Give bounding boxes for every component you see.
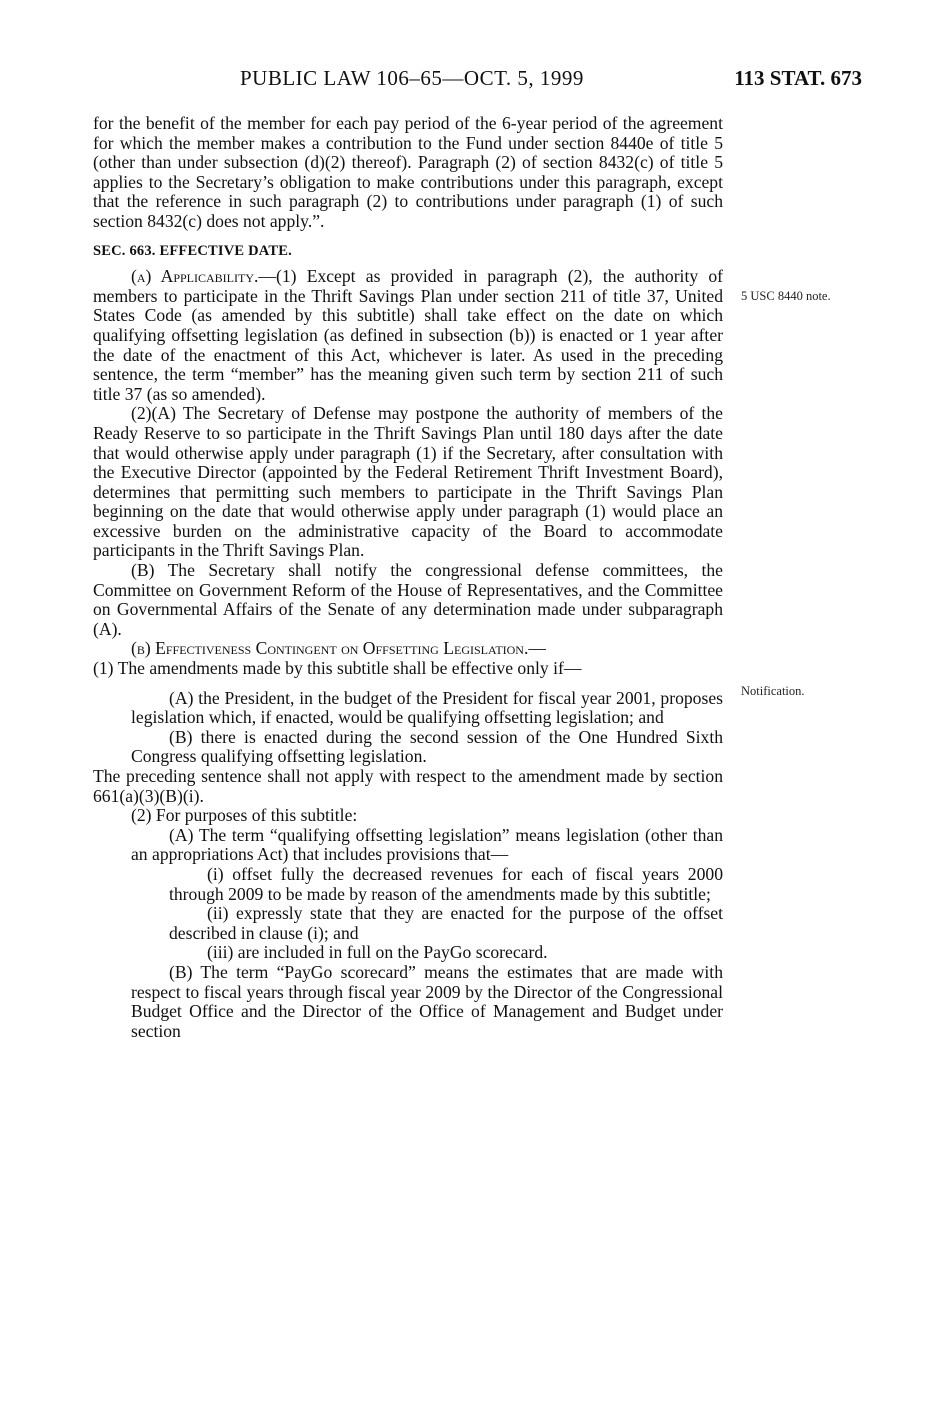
- header-page-number: 113 STAT. 673: [734, 66, 862, 90]
- subsection-b-dash: —: [528, 638, 546, 659]
- margin-note-usc: 5 USC 8440 note.: [741, 289, 831, 303]
- paragraph-b1-tail: The preceding sentence shall not apply with respect to the amendment made by section 661(a)(3)(B)(i).: [93, 766, 723, 806]
- clause-b2Aiii: (iii) are included in full on the PayGo scorecard.: [207, 942, 548, 963]
- paragraph-b1: (1) The amendments made by this subtitle shall be effective only if—: [93, 658, 582, 679]
- paragraph-b1A: (A) the President, in the budget of the President for fiscal year 2001, proposes legislation which, if enacted, would be qualifying offsetting legislation; and: [131, 687, 723, 728]
- clause-b2Aii: (ii) expressly state that they are enacted for the purpose of the offset described in clause (i); and: [169, 903, 723, 943]
- document-body: [93, 114, 723, 1041]
- paragraph-b2B: (B) The term “PayGo scorecard” means the estimates that are made with respect to fiscal years through fiscal year 2009 by the Director of the Congressional Budget Office and the Director of the Office of Management and Budget under section: [131, 961, 723, 1041]
- paragraph-a1-text: —(1) Except as provided in paragraph (2), the authority of members to participate in the Thrift Savings Plan under section 211 of title 37, United States Code (as amended by this subtitle) shall take effect on the date on which qualifying offsetting legislation (as defined in subsection (b)) is enacted or 1 year after the date of the enactment of this Act, whichever is later. As used in the preceding sentence, the term “member” has the meaning given such term by section 211 of such title 37 (as so amended).: [93, 266, 723, 404]
- paragraph-b2: (2) For purposes of this subtitle:: [131, 805, 358, 826]
- paragraph-b1B: (B) there is enacted during the second session of the One Hundred Sixth Congress qualifying offsetting legislation.: [131, 726, 723, 767]
- paragraph-b2A: (A) The term “qualifying offsetting legislation” means legislation (other than an appropriations Act) that includes provisions that—: [131, 824, 723, 865]
- subsection-a-heading: (a) Applicability.: [131, 266, 259, 287]
- clause-b2Ai: (i) offset fully the decreased revenues for each of fiscal years 2000 through 2009 to be made by reason of the amendments made by this subtitle;: [169, 863, 723, 904]
- header-title: PUBLIC LAW 106–65—OCT. 5, 1999: [240, 66, 584, 90]
- paragraph-continuation: for the benefit of the member for each pay period of the 6-year period of the agreement for which the member makes a contribution to the Fund under section 8440e of title 5 (other than under subsection (d)(2) thereof). Paragraph (2) of section 8432(c) of title 5 applies to the Secretary’s obligation to make contributions under this paragraph, except that the reference in such paragraph (2) to contributions under paragraph (1) of such section 8432(c) does not apply.”.: [93, 113, 723, 231]
- margin-note-notification: Notification.: [741, 684, 805, 698]
- subsection-b-heading-line: [93, 639, 723, 659]
- page-header: [0, 66, 950, 92]
- paragraph-a2A: (2)(A) The Secretary of Defense may postpone the authority of members of the Ready Reserve to so participate in the Thrift Savings Plan until 180 days after the date that would otherwise apply under paragraph (1) if the Secretary, after consultation with the Executive Director (appointed by the Federal Retirement Thrift Investment Board), determines that permitting such members to participate in the Thrift Savings Plan beginning on the date that would otherwise apply under paragraph (1) would place an excessive burden on the administrative capacity of the Board to accommodate participants in the Thrift Savings Plan.: [93, 403, 723, 561]
- section-heading: SEC. 663. EFFECTIVE DATE.: [93, 242, 292, 259]
- paragraph-a1: [93, 267, 723, 404]
- paragraph-a2B: (B) The Secretary shall notify the congressional defense committees, the Committee on Government Reform of the House of Representatives, and the Committee on Governmental Affairs of the Senate of any determination made under subparagraph (A).: [93, 560, 723, 639]
- subsection-b-heading: (b) Effectiveness Contingent on Offsetting Legislation.: [131, 638, 529, 659]
